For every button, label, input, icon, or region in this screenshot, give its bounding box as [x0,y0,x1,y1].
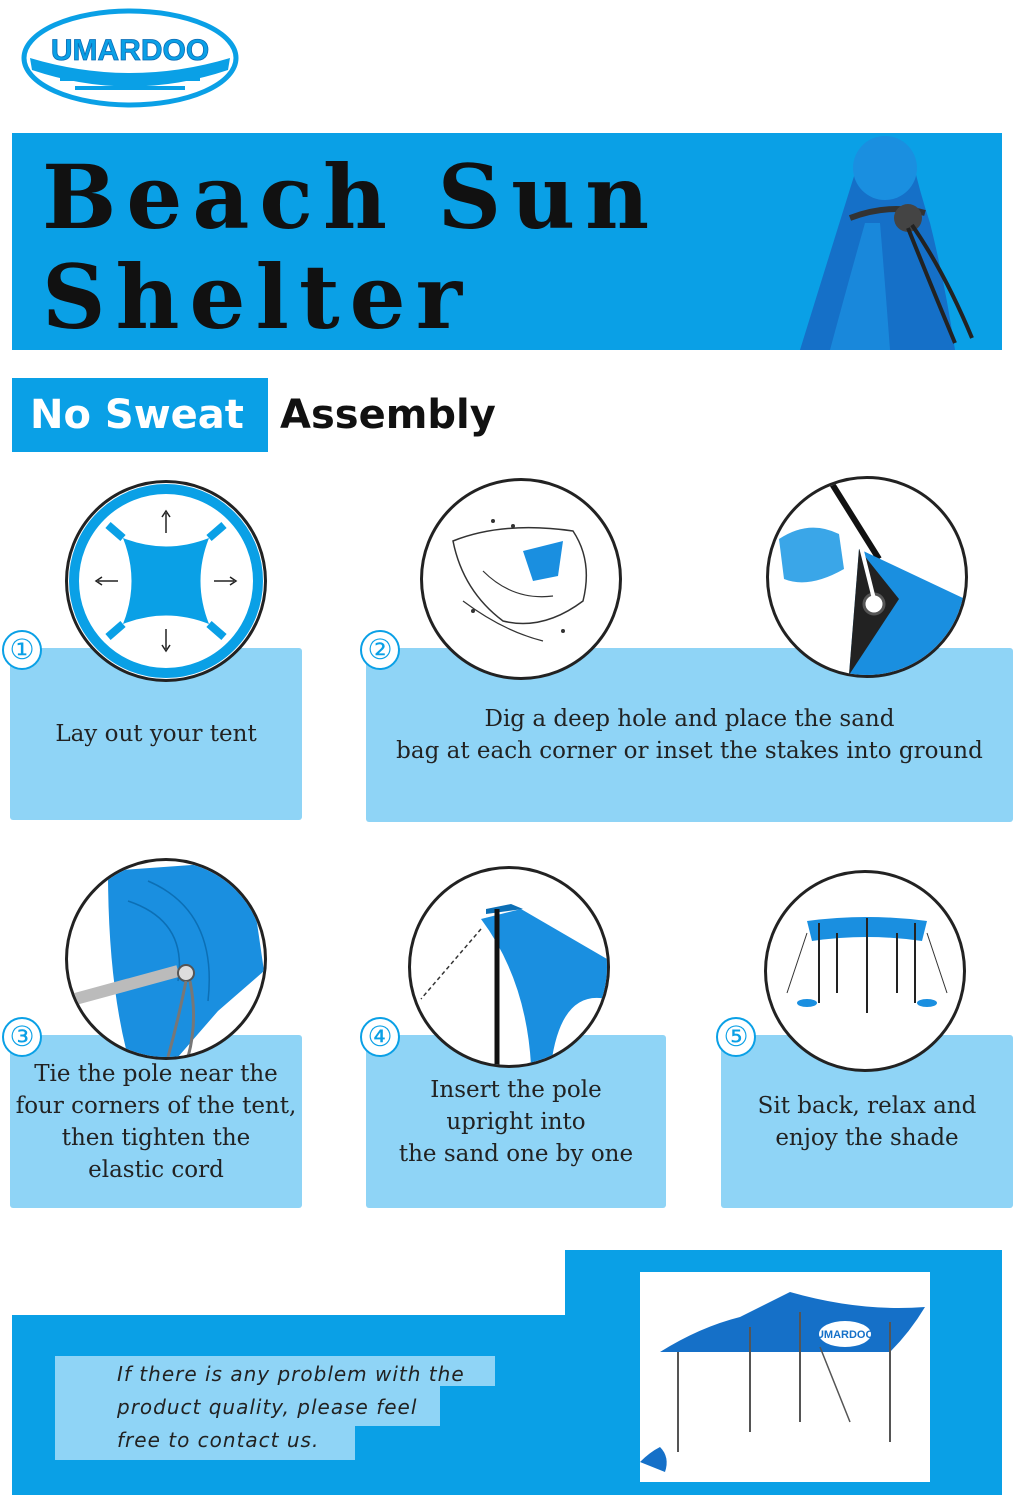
subtitle-highlight: No Sweat [30,392,244,438]
step-4-illustration [408,866,610,1068]
step-2-panel [366,648,1013,822]
step-1-illustration [65,480,267,682]
page-title-line1: Beach Sun [42,145,660,249]
step-5-illustration [764,870,966,1072]
header-banner [12,133,1002,350]
subtitle-rest: Assembly [280,392,496,438]
umbrella-top-image [680,133,980,350]
contact-note-line-2: product quality, please feel [117,1395,418,1419]
step-2-number: ② [360,630,400,670]
brand-logo [20,8,240,108]
product-photo [640,1272,930,1482]
step-2-text: Dig a deep hole and place the sand bag at each corner or inset the stakes into ground [396,706,983,764]
step-2-illustration [420,478,622,680]
contact-note-line-3: free to contact us. [117,1428,320,1452]
subtitle-highlight-box [12,378,268,452]
step-1-text: Lay out your tent [55,721,257,747]
step-3-text: Tie the pole near the four corners of the tent, then tighten the elastic cord [15,1060,297,1183]
contact-note-line-1: If there is any problem with the [117,1362,465,1386]
logo-text: UMARDOO [50,34,210,67]
step-3-illustration [65,858,267,1060]
photo-logo-text: UMARDOO [815,1329,875,1341]
step-5-text: Sit back, relax and enjoy the shade [757,1092,977,1151]
step-3-number: ③ [2,1017,42,1057]
step-2b-illustration [766,476,968,678]
page-title-line2: Shelter [42,245,472,349]
step-4-text: Insert the pole upright into the sand one by one [398,1076,634,1167]
step-5-number: ⑤ [716,1017,756,1057]
step-1-number: ① [2,630,42,670]
step-3-panel [10,1035,302,1208]
step-4-number: ④ [360,1017,400,1057]
